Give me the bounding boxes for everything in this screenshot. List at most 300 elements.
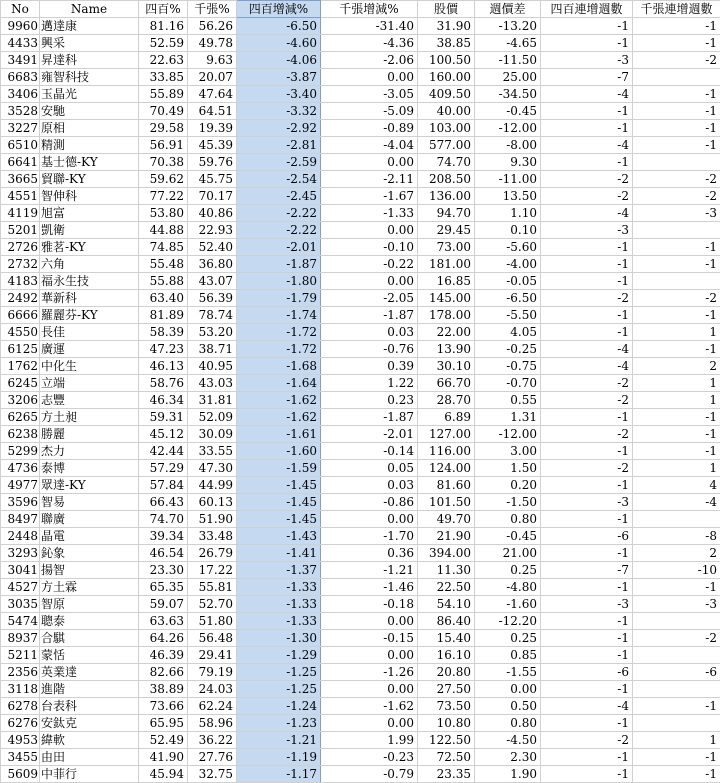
cell-pct1000[interactable]: 59.76 bbox=[188, 154, 237, 171]
cell-no[interactable]: 3041 bbox=[1, 562, 40, 579]
cell-name[interactable]: 玉晶光 bbox=[40, 86, 139, 103]
cell-chg400[interactable]: -6.50 bbox=[237, 18, 321, 35]
cell-chg1000[interactable]: 0.00 bbox=[321, 511, 418, 528]
cell-weekly-diff[interactable]: 9.30 bbox=[475, 154, 541, 171]
cell-chg1000[interactable]: -2.11 bbox=[321, 171, 418, 188]
cell-weekly-diff[interactable]: -12.00 bbox=[475, 120, 541, 137]
cell-pct400[interactable]: 52.59 bbox=[139, 35, 188, 52]
cell-name[interactable]: 貿聯-KY bbox=[40, 171, 139, 188]
cell-streak1000[interactable]: -10 bbox=[633, 562, 720, 579]
cell-no[interactable]: 8497 bbox=[1, 511, 40, 528]
cell-pct1000[interactable]: 62.24 bbox=[188, 698, 237, 715]
cell-chg400[interactable]: -1.80 bbox=[237, 273, 321, 290]
cell-chg1000[interactable]: 0.00 bbox=[321, 154, 418, 171]
cell-pct1000[interactable]: 70.17 bbox=[188, 188, 237, 205]
cell-chg1000[interactable]: -0.76 bbox=[321, 341, 418, 358]
cell-weekly-diff[interactable]: 3.00 bbox=[475, 443, 541, 460]
cell-no[interactable]: 4736 bbox=[1, 460, 40, 477]
cell-streak1000[interactable]: -1 bbox=[633, 698, 720, 715]
cell-streak400[interactable]: -1 bbox=[541, 647, 633, 664]
cell-chg400[interactable]: -1.87 bbox=[237, 256, 321, 273]
cell-no[interactable]: 6125 bbox=[1, 341, 40, 358]
cell-weekly-diff[interactable]: -0.05 bbox=[475, 273, 541, 290]
cell-chg400[interactable]: -1.72 bbox=[237, 324, 321, 341]
cell-name[interactable]: 揚智 bbox=[40, 562, 139, 579]
cell-chg400[interactable]: -1.29 bbox=[237, 647, 321, 664]
cell-streak400[interactable]: -3 bbox=[541, 222, 633, 239]
cell-pct400[interactable]: 65.35 bbox=[139, 579, 188, 596]
cell-streak1000[interactable]: -1 bbox=[633, 341, 720, 358]
cell-name[interactable]: 昇達科 bbox=[40, 52, 139, 69]
cell-price[interactable]: 73.50 bbox=[418, 698, 475, 715]
cell-price[interactable]: 31.90 bbox=[418, 18, 475, 35]
cell-weekly-diff[interactable]: -5.50 bbox=[475, 307, 541, 324]
cell-streak400[interactable]: -1 bbox=[541, 103, 633, 120]
cell-chg400[interactable]: -1.64 bbox=[237, 375, 321, 392]
cell-chg400[interactable]: -2.54 bbox=[237, 171, 321, 188]
cell-streak1000[interactable]: -1 bbox=[633, 307, 720, 324]
cell-chg1000[interactable]: -1.87 bbox=[321, 307, 418, 324]
cell-streak400[interactable]: -2 bbox=[541, 290, 633, 307]
cell-streak400[interactable]: -2 bbox=[541, 188, 633, 205]
cell-weekly-diff[interactable]: 0.25 bbox=[475, 630, 541, 647]
cell-chg400[interactable]: -1.74 bbox=[237, 307, 321, 324]
cell-pct1000[interactable]: 60.13 bbox=[188, 494, 237, 511]
cell-streak400[interactable]: -1 bbox=[541, 120, 633, 137]
cell-name[interactable]: 聰泰 bbox=[40, 613, 139, 630]
cell-weekly-diff[interactable]: 0.25 bbox=[475, 562, 541, 579]
cell-chg1000[interactable]: -1.46 bbox=[321, 579, 418, 596]
cell-pct400[interactable]: 39.34 bbox=[139, 528, 188, 545]
cell-name[interactable]: 長佳 bbox=[40, 324, 139, 341]
cell-no[interactable]: 2726 bbox=[1, 239, 40, 256]
cell-chg1000[interactable]: 0.00 bbox=[321, 69, 418, 86]
cell-weekly-diff[interactable]: -5.60 bbox=[475, 239, 541, 256]
cell-pct400[interactable]: 63.63 bbox=[139, 613, 188, 630]
cell-name[interactable]: 立端 bbox=[40, 375, 139, 392]
cell-chg1000[interactable]: -2.06 bbox=[321, 52, 418, 69]
cell-weekly-diff[interactable]: -4.65 bbox=[475, 35, 541, 52]
cell-chg400[interactable]: -1.45 bbox=[237, 511, 321, 528]
cell-streak400[interactable]: -1 bbox=[541, 154, 633, 171]
cell-no[interactable]: 6238 bbox=[1, 426, 40, 443]
cell-price[interactable]: 160.00 bbox=[418, 69, 475, 86]
cell-chg400[interactable]: -1.60 bbox=[237, 443, 321, 460]
cell-chg1000[interactable]: 0.39 bbox=[321, 358, 418, 375]
cell-no[interactable]: 3596 bbox=[1, 494, 40, 511]
cell-no[interactable]: 5211 bbox=[1, 647, 40, 664]
cell-chg1000[interactable]: 0.36 bbox=[321, 545, 418, 562]
cell-pct1000[interactable]: 78.74 bbox=[188, 307, 237, 324]
cell-streak1000[interactable]: 2 bbox=[633, 545, 720, 562]
cell-price[interactable]: 73.00 bbox=[418, 239, 475, 256]
cell-chg1000[interactable]: 0.00 bbox=[321, 715, 418, 732]
cell-streak1000[interactable]: -4 bbox=[633, 494, 720, 511]
cell-no[interactable]: 3118 bbox=[1, 681, 40, 698]
cell-streak400[interactable]: -1 bbox=[541, 256, 633, 273]
cell-streak1000[interactable]: -2 bbox=[633, 188, 720, 205]
cell-chg1000[interactable]: 0.03 bbox=[321, 324, 418, 341]
cell-streak400[interactable]: -1 bbox=[541, 766, 633, 783]
cell-streak400[interactable]: -3 bbox=[541, 52, 633, 69]
cell-name[interactable]: 志豐 bbox=[40, 392, 139, 409]
cell-pct1000[interactable]: 52.70 bbox=[188, 596, 237, 613]
cell-price[interactable]: 30.10 bbox=[418, 358, 475, 375]
cell-weekly-diff[interactable]: 13.50 bbox=[475, 188, 541, 205]
cell-pct1000[interactable]: 52.40 bbox=[188, 239, 237, 256]
cell-streak1000[interactable]: 1 bbox=[633, 460, 720, 477]
cell-chg400[interactable]: -2.59 bbox=[237, 154, 321, 171]
cell-weekly-diff[interactable]: -4.50 bbox=[475, 732, 541, 749]
cell-chg400[interactable]: -2.81 bbox=[237, 137, 321, 154]
cell-pct400[interactable]: 63.40 bbox=[139, 290, 188, 307]
cell-pct1000[interactable]: 9.63 bbox=[188, 52, 237, 69]
cell-chg1000[interactable]: -1.26 bbox=[321, 664, 418, 681]
cell-no[interactable]: 6510 bbox=[1, 137, 40, 154]
cell-price[interactable]: 136.00 bbox=[418, 188, 475, 205]
cell-weekly-diff[interactable]: -0.25 bbox=[475, 341, 541, 358]
cell-chg400[interactable]: -1.19 bbox=[237, 749, 321, 766]
cell-weekly-diff[interactable]: 2.30 bbox=[475, 749, 541, 766]
cell-pct1000[interactable]: 36.80 bbox=[188, 256, 237, 273]
cell-chg1000[interactable]: -1.33 bbox=[321, 205, 418, 222]
cell-pct400[interactable]: 81.16 bbox=[139, 18, 188, 35]
cell-pct1000[interactable]: 33.55 bbox=[188, 443, 237, 460]
cell-price[interactable]: 28.70 bbox=[418, 392, 475, 409]
cell-weekly-diff[interactable]: 0.20 bbox=[475, 477, 541, 494]
cell-streak400[interactable]: -7 bbox=[541, 69, 633, 86]
cell-weekly-diff[interactable]: -1.60 bbox=[475, 596, 541, 613]
cell-chg400[interactable]: -2.22 bbox=[237, 222, 321, 239]
cell-streak1000[interactable]: -3 bbox=[633, 205, 720, 222]
cell-streak400[interactable]: -1 bbox=[541, 630, 633, 647]
cell-no[interactable]: 6683 bbox=[1, 69, 40, 86]
cell-chg400[interactable]: -2.22 bbox=[237, 205, 321, 222]
cell-price[interactable]: 66.70 bbox=[418, 375, 475, 392]
cell-streak400[interactable]: -1 bbox=[541, 715, 633, 732]
cell-weekly-diff[interactable]: -0.75 bbox=[475, 358, 541, 375]
cell-pct400[interactable]: 45.94 bbox=[139, 766, 188, 783]
cell-price[interactable]: 103.00 bbox=[418, 120, 475, 137]
cell-pct400[interactable]: 22.63 bbox=[139, 52, 188, 69]
cell-price[interactable]: 54.10 bbox=[418, 596, 475, 613]
cell-no[interactable]: 6245 bbox=[1, 375, 40, 392]
cell-pct1000[interactable]: 45.75 bbox=[188, 171, 237, 188]
col-header-no[interactable]: No bbox=[1, 1, 40, 18]
cell-price[interactable]: 577.00 bbox=[418, 137, 475, 154]
col-header-pct400[interactable]: 四百% bbox=[139, 1, 188, 18]
cell-pct400[interactable]: 59.31 bbox=[139, 409, 188, 426]
cell-pct1000[interactable]: 51.80 bbox=[188, 613, 237, 630]
cell-pct400[interactable]: 70.38 bbox=[139, 154, 188, 171]
cell-price[interactable]: 409.50 bbox=[418, 86, 475, 103]
cell-streak400[interactable]: -4 bbox=[541, 86, 633, 103]
cell-no[interactable]: 5474 bbox=[1, 613, 40, 630]
cell-no[interactable]: 8937 bbox=[1, 630, 40, 647]
cell-chg400[interactable]: -2.01 bbox=[237, 239, 321, 256]
cell-chg1000[interactable]: 0.00 bbox=[321, 273, 418, 290]
cell-weekly-diff[interactable]: 0.50 bbox=[475, 698, 541, 715]
cell-no[interactable]: 3206 bbox=[1, 392, 40, 409]
cell-no[interactable]: 6666 bbox=[1, 307, 40, 324]
cell-streak400[interactable]: -1 bbox=[541, 307, 633, 324]
cell-price[interactable]: 38.85 bbox=[418, 35, 475, 52]
cell-chg1000[interactable]: 1.22 bbox=[321, 375, 418, 392]
cell-no[interactable]: 4119 bbox=[1, 205, 40, 222]
cell-streak400[interactable]: -1 bbox=[541, 477, 633, 494]
cell-price[interactable]: 100.50 bbox=[418, 52, 475, 69]
cell-chg1000[interactable]: -1.87 bbox=[321, 409, 418, 426]
cell-weekly-diff[interactable]: -6.50 bbox=[475, 290, 541, 307]
cell-streak1000[interactable]: -2 bbox=[633, 630, 720, 647]
cell-streak400[interactable]: -2 bbox=[541, 392, 633, 409]
cell-streak1000[interactable]: -1 bbox=[633, 239, 720, 256]
cell-no[interactable]: 3528 bbox=[1, 103, 40, 120]
cell-pct1000[interactable]: 58.96 bbox=[188, 715, 237, 732]
cell-name[interactable]: 泰博 bbox=[40, 460, 139, 477]
cell-chg400[interactable]: -1.43 bbox=[237, 528, 321, 545]
cell-no[interactable]: 2448 bbox=[1, 528, 40, 545]
cell-pct400[interactable]: 57.29 bbox=[139, 460, 188, 477]
cell-no[interactable]: 4977 bbox=[1, 477, 40, 494]
cell-chg400[interactable]: -1.33 bbox=[237, 596, 321, 613]
cell-streak1000[interactable]: -2 bbox=[633, 290, 720, 307]
col-header-price[interactable]: 股價 bbox=[418, 1, 475, 18]
cell-streak1000[interactable]: -1 bbox=[633, 256, 720, 273]
cell-price[interactable]: 22.00 bbox=[418, 324, 475, 341]
cell-chg1000[interactable]: -0.79 bbox=[321, 766, 418, 783]
cell-price[interactable]: 116.00 bbox=[418, 443, 475, 460]
cell-pct1000[interactable]: 43.07 bbox=[188, 273, 237, 290]
cell-chg400[interactable]: -3.40 bbox=[237, 86, 321, 103]
cell-no[interactable]: 5299 bbox=[1, 443, 40, 460]
cell-chg1000[interactable]: -0.89 bbox=[321, 120, 418, 137]
cell-chg400[interactable]: -1.25 bbox=[237, 681, 321, 698]
cell-name[interactable]: 合騏 bbox=[40, 630, 139, 647]
cell-weekly-diff[interactable]: -4.80 bbox=[475, 579, 541, 596]
cell-chg1000[interactable]: -1.70 bbox=[321, 528, 418, 545]
cell-streak1000[interactable] bbox=[633, 681, 720, 698]
cell-pct1000[interactable]: 38.71 bbox=[188, 341, 237, 358]
cell-pct400[interactable]: 58.39 bbox=[139, 324, 188, 341]
cell-price[interactable]: 40.00 bbox=[418, 103, 475, 120]
cell-pct400[interactable]: 33.85 bbox=[139, 69, 188, 86]
cell-name[interactable]: 基士德-KY bbox=[40, 154, 139, 171]
cell-chg1000[interactable]: -31.40 bbox=[321, 18, 418, 35]
cell-streak1000[interactable]: -1 bbox=[633, 35, 720, 52]
cell-weekly-diff[interactable]: -1.55 bbox=[475, 664, 541, 681]
cell-no[interactable]: 3491 bbox=[1, 52, 40, 69]
cell-name[interactable]: 進階 bbox=[40, 681, 139, 698]
cell-no[interactable]: 3406 bbox=[1, 86, 40, 103]
cell-price[interactable]: 11.30 bbox=[418, 562, 475, 579]
cell-price[interactable]: 16.10 bbox=[418, 647, 475, 664]
cell-streak1000[interactable]: 1 bbox=[633, 392, 720, 409]
cell-pct1000[interactable]: 53.20 bbox=[188, 324, 237, 341]
cell-weekly-diff[interactable]: 21.00 bbox=[475, 545, 541, 562]
cell-streak1000[interactable]: 2 bbox=[633, 358, 720, 375]
cell-name[interactable]: 凱衛 bbox=[40, 222, 139, 239]
cell-pct400[interactable]: 74.85 bbox=[139, 239, 188, 256]
cell-weekly-diff[interactable]: -0.70 bbox=[475, 375, 541, 392]
cell-weekly-diff[interactable]: 1.90 bbox=[475, 766, 541, 783]
cell-chg400[interactable]: -1.79 bbox=[237, 290, 321, 307]
cell-name[interactable]: 鈊象 bbox=[40, 545, 139, 562]
cell-streak400[interactable]: -2 bbox=[541, 171, 633, 188]
cell-chg1000[interactable]: 0.05 bbox=[321, 460, 418, 477]
cell-chg1000[interactable]: 0.00 bbox=[321, 681, 418, 698]
cell-chg1000[interactable]: -1.62 bbox=[321, 698, 418, 715]
cell-chg1000[interactable]: -1.21 bbox=[321, 562, 418, 579]
cell-pct400[interactable]: 73.66 bbox=[139, 698, 188, 715]
cell-streak1000[interactable]: -1 bbox=[633, 749, 720, 766]
cell-pct1000[interactable]: 22.93 bbox=[188, 222, 237, 239]
cell-name[interactable]: 安鈦克 bbox=[40, 715, 139, 732]
cell-name[interactable]: 邁達康 bbox=[40, 18, 139, 35]
cell-chg400[interactable]: -4.06 bbox=[237, 52, 321, 69]
cell-weekly-diff[interactable]: 4.05 bbox=[475, 324, 541, 341]
cell-pct400[interactable]: 55.88 bbox=[139, 273, 188, 290]
cell-weekly-diff[interactable]: -4.00 bbox=[475, 256, 541, 273]
cell-name[interactable]: 勝麗 bbox=[40, 426, 139, 443]
col-header-name[interactable]: Name bbox=[40, 1, 139, 18]
cell-price[interactable]: 29.45 bbox=[418, 222, 475, 239]
cell-weekly-diff[interactable]: 25.00 bbox=[475, 69, 541, 86]
cell-name[interactable]: 眾達-KY bbox=[40, 477, 139, 494]
cell-pct1000[interactable]: 55.81 bbox=[188, 579, 237, 596]
cell-name[interactable]: 興采 bbox=[40, 35, 139, 52]
cell-no[interactable]: 5201 bbox=[1, 222, 40, 239]
cell-streak400[interactable]: -1 bbox=[541, 511, 633, 528]
cell-streak1000[interactable]: -1 bbox=[633, 579, 720, 596]
cell-pct400[interactable]: 59.07 bbox=[139, 596, 188, 613]
cell-price[interactable]: 23.35 bbox=[418, 766, 475, 783]
cell-streak400[interactable]: -4 bbox=[541, 341, 633, 358]
cell-pct1000[interactable]: 32.75 bbox=[188, 766, 237, 783]
cell-pct400[interactable]: 64.26 bbox=[139, 630, 188, 647]
cell-chg400[interactable]: -1.37 bbox=[237, 562, 321, 579]
cell-streak1000[interactable]: -8 bbox=[633, 528, 720, 545]
cell-price[interactable]: 178.00 bbox=[418, 307, 475, 324]
cell-price[interactable]: 122.50 bbox=[418, 732, 475, 749]
cell-pct1000[interactable]: 40.95 bbox=[188, 358, 237, 375]
cell-no[interactable]: 6278 bbox=[1, 698, 40, 715]
cell-chg400[interactable]: -1.33 bbox=[237, 613, 321, 630]
cell-streak400[interactable]: -1 bbox=[541, 409, 633, 426]
cell-name[interactable]: 原相 bbox=[40, 120, 139, 137]
cell-price[interactable]: 81.60 bbox=[418, 477, 475, 494]
cell-streak1000[interactable]: 1 bbox=[633, 375, 720, 392]
cell-streak400[interactable]: -1 bbox=[541, 681, 633, 698]
cell-no[interactable]: 1762 bbox=[1, 358, 40, 375]
cell-streak1000[interactable] bbox=[633, 511, 720, 528]
cell-streak400[interactable]: -1 bbox=[541, 545, 633, 562]
cell-streak400[interactable]: -4 bbox=[541, 137, 633, 154]
cell-pct400[interactable]: 42.44 bbox=[139, 443, 188, 460]
cell-chg400[interactable]: -1.45 bbox=[237, 477, 321, 494]
cell-name[interactable]: 英業達 bbox=[40, 664, 139, 681]
cell-streak1000[interactable] bbox=[633, 154, 720, 171]
cell-weekly-diff[interactable]: 1.50 bbox=[475, 460, 541, 477]
col-header-streak1000[interactable]: 千張連增週數 bbox=[633, 1, 720, 18]
cell-name[interactable]: 蒙恬 bbox=[40, 647, 139, 664]
cell-pct1000[interactable]: 26.79 bbox=[188, 545, 237, 562]
cell-name[interactable]: 廣運 bbox=[40, 341, 139, 358]
cell-weekly-diff[interactable]: 0.80 bbox=[475, 715, 541, 732]
cell-no[interactable]: 4183 bbox=[1, 273, 40, 290]
cell-pct400[interactable]: 81.89 bbox=[139, 307, 188, 324]
cell-chg1000[interactable]: -0.22 bbox=[321, 256, 418, 273]
cell-chg400[interactable]: -1.23 bbox=[237, 715, 321, 732]
cell-weekly-diff[interactable]: -13.20 bbox=[475, 18, 541, 35]
cell-chg1000[interactable]: -0.86 bbox=[321, 494, 418, 511]
cell-weekly-diff[interactable]: -1.50 bbox=[475, 494, 541, 511]
cell-pct400[interactable]: 66.43 bbox=[139, 494, 188, 511]
cell-streak400[interactable]: -2 bbox=[541, 375, 633, 392]
cell-pct1000[interactable]: 36.22 bbox=[188, 732, 237, 749]
cell-streak1000[interactable] bbox=[633, 647, 720, 664]
cell-pct1000[interactable]: 33.48 bbox=[188, 528, 237, 545]
cell-pct1000[interactable]: 20.07 bbox=[188, 69, 237, 86]
cell-chg400[interactable]: -1.41 bbox=[237, 545, 321, 562]
cell-name[interactable]: 晶電 bbox=[40, 528, 139, 545]
cell-streak1000[interactable] bbox=[633, 613, 720, 630]
cell-name[interactable]: 六角 bbox=[40, 256, 139, 273]
cell-no[interactable]: 3665 bbox=[1, 171, 40, 188]
cell-pct1000[interactable]: 56.39 bbox=[188, 290, 237, 307]
cell-chg1000[interactable]: -0.18 bbox=[321, 596, 418, 613]
cell-name[interactable]: 方土昶 bbox=[40, 409, 139, 426]
cell-pct400[interactable]: 47.23 bbox=[139, 341, 188, 358]
cell-weekly-diff[interactable]: 0.00 bbox=[475, 681, 541, 698]
cell-no[interactable]: 6641 bbox=[1, 154, 40, 171]
cell-pct1000[interactable]: 49.78 bbox=[188, 35, 237, 52]
cell-streak1000[interactable]: 4 bbox=[633, 477, 720, 494]
cell-no[interactable]: 4527 bbox=[1, 579, 40, 596]
cell-price[interactable]: 16.85 bbox=[418, 273, 475, 290]
cell-pct1000[interactable]: 79.19 bbox=[188, 664, 237, 681]
cell-price[interactable]: 208.50 bbox=[418, 171, 475, 188]
cell-weekly-diff[interactable]: -12.20 bbox=[475, 613, 541, 630]
cell-streak1000[interactable]: -1 bbox=[633, 18, 720, 35]
cell-pct1000[interactable]: 19.39 bbox=[188, 120, 237, 137]
cell-price[interactable]: 74.70 bbox=[418, 154, 475, 171]
cell-chg1000[interactable]: 0.00 bbox=[321, 647, 418, 664]
cell-streak400[interactable]: -3 bbox=[541, 596, 633, 613]
cell-streak1000[interactable]: -1 bbox=[633, 443, 720, 460]
cell-pct400[interactable]: 44.88 bbox=[139, 222, 188, 239]
cell-streak400[interactable]: -1 bbox=[541, 324, 633, 341]
cell-name[interactable]: 安馳 bbox=[40, 103, 139, 120]
cell-pct1000[interactable]: 56.48 bbox=[188, 630, 237, 647]
cell-pct400[interactable]: 82.66 bbox=[139, 664, 188, 681]
cell-name[interactable]: 旭富 bbox=[40, 205, 139, 222]
cell-weekly-diff[interactable]: 0.85 bbox=[475, 647, 541, 664]
cell-no[interactable]: 2356 bbox=[1, 664, 40, 681]
cell-chg1000[interactable]: -2.01 bbox=[321, 426, 418, 443]
cell-weekly-diff[interactable]: 1.10 bbox=[475, 205, 541, 222]
col-header-chg400[interactable]: 四百增減% bbox=[237, 1, 321, 18]
cell-price[interactable]: 86.40 bbox=[418, 613, 475, 630]
cell-streak400[interactable]: -1 bbox=[541, 239, 633, 256]
cell-chg400[interactable]: -1.17 bbox=[237, 766, 321, 783]
cell-streak1000[interactable]: -1 bbox=[633, 86, 720, 103]
cell-streak400[interactable]: -1 bbox=[541, 273, 633, 290]
cell-no[interactable]: 2492 bbox=[1, 290, 40, 307]
cell-chg1000[interactable]: -0.14 bbox=[321, 443, 418, 460]
cell-no[interactable]: 3035 bbox=[1, 596, 40, 613]
cell-pct1000[interactable]: 56.26 bbox=[188, 18, 237, 35]
